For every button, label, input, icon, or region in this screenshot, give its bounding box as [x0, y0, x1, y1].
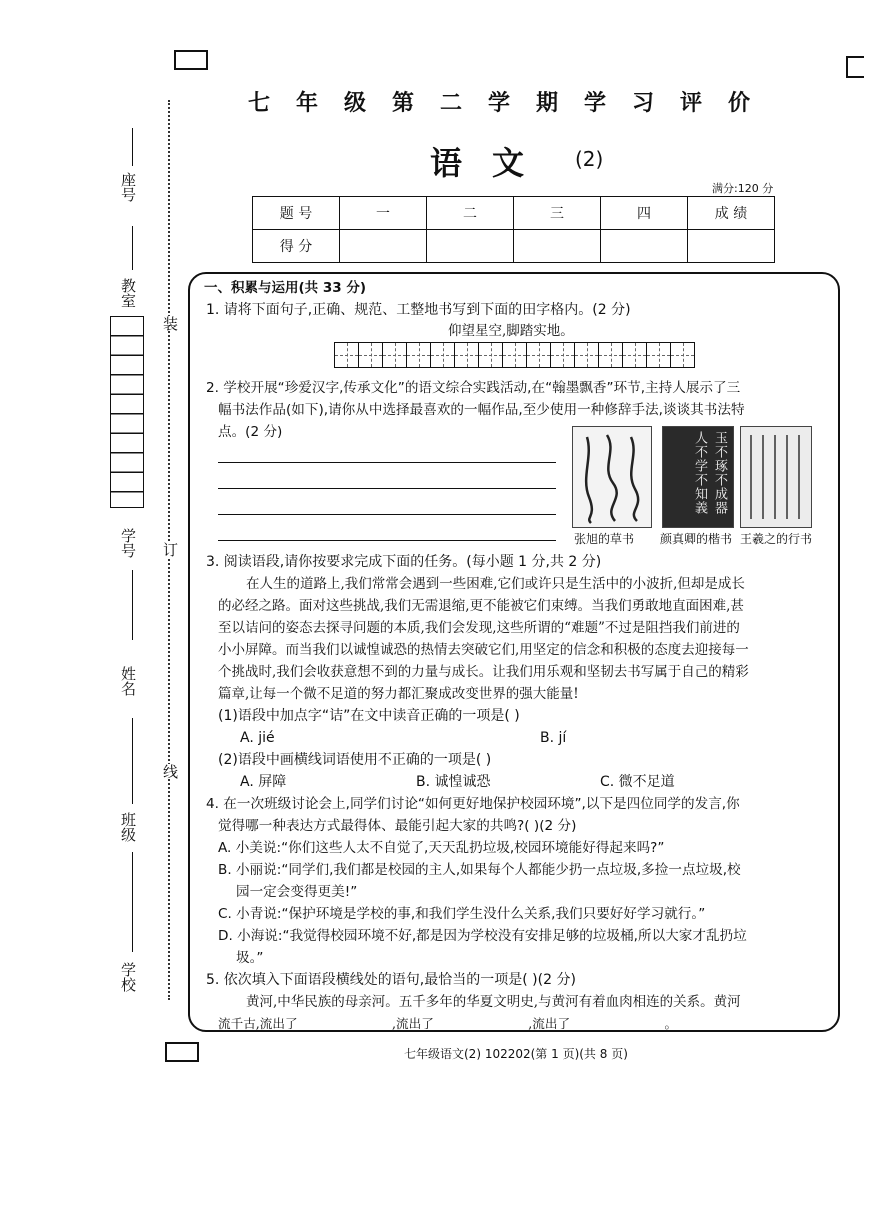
option-3-1-b[interactable]: B. jí [540, 730, 567, 746]
binding-mark-3: 线 [161, 764, 179, 779]
question-3-1: (1)语段中加点字“诘”在文中读音正确的一项是( ) [218, 708, 520, 724]
question-5-passage-line-1: 黄河,中华民族的母亲河。五千多年的华夏文明史,与黄河有着血肉相连的关系。黄河 [246, 994, 741, 1010]
answer-line[interactable] [218, 488, 556, 489]
grid-cell[interactable] [598, 342, 623, 368]
grid-cell[interactable] [646, 342, 671, 368]
grid-cell[interactable] [526, 342, 551, 368]
option-4-d-line-2: 圾。” [236, 950, 264, 966]
question-3-2: (2)语段中画横线词语使用不正确的一项是( ) [218, 752, 492, 768]
option-4-a[interactable]: A. 小美说:“你们这些人太不自觉了,天天乱扔垃圾,校园环境能好得起来吗?” [218, 840, 665, 856]
option-4-c[interactable]: C. 小青说:“保护环境是学校的事,和我们学生没什么关系,我们只要好好学习就行。” [218, 906, 706, 922]
score-header-cell: 一 [340, 197, 427, 230]
name-label: 姓名 [119, 666, 137, 696]
paper-number: (2) [575, 147, 604, 171]
subject-title: 语文 [430, 144, 555, 182]
grid-cell[interactable] [574, 342, 599, 368]
question-3: 3. 阅读语段,请你按要求完成下面的任务。(每小题 1 分,共 2 分) [206, 554, 602, 570]
score-header-cell: 二 [427, 197, 514, 230]
passage-line-5: 个挑战时,我们会收获意想不到的力量与成长。让我们用乐观和坚韧去书写属于自己的精彩 [218, 664, 749, 680]
option-3-1-a[interactable]: A. jié [240, 730, 275, 746]
score-cell[interactable] [601, 230, 688, 263]
passage-line-1: 在人生的道路上,我们常常会遇到一些困难,它们或许只是生活中的小波折,但却是成长 [246, 576, 745, 592]
question-4-line-2: 觉得哪一种表达方式最得体、最能引起大家的共鸣?( )(2 分) [218, 818, 577, 834]
passage-line-3: 至以诘问的姿态去探寻问题的本质,我们会发现,这些所谓的“难题”不过是阻挡我们前进的 [218, 620, 740, 636]
passage-line-4: 小小屏障。而当我们以诚惶诚恐的热情去突破它们,用坚定的信念和积极的态度去迎接每一 [218, 642, 749, 658]
passage-line-2: 的必经之路。面对这些挑战,我们无需退缩,更不能被它们束缚。当我们勇敢地直面困难,甚 [218, 598, 744, 614]
student-no-boxes[interactable] [110, 316, 144, 508]
grid-cell[interactable] [454, 342, 479, 368]
question-2-line-2: 幅书法作品(如下),请你从中选择最喜欢的一幅作品,至少使用一种修辞手法,谈谈其书法特 [218, 402, 745, 418]
grid-cell[interactable] [550, 342, 575, 368]
calligraphy-regular-image [662, 426, 734, 528]
score-table-score-row [253, 230, 775, 263]
score-header-cell: 四 [601, 197, 688, 230]
caption-regular: 颜真卿的楷书 [660, 532, 733, 546]
top-right-marker [846, 56, 864, 78]
page-footer: 七年级语文(2) 102202(第 1 页)(共 8 页) [404, 1047, 628, 1061]
answer-line[interactable] [218, 462, 556, 463]
answer-line[interactable] [218, 540, 556, 541]
calligraphy-cursive-image [572, 426, 652, 528]
score-header-cell: 题 号 [253, 197, 340, 230]
grid-cell[interactable] [358, 342, 383, 368]
grid-cell[interactable] [406, 342, 431, 368]
question-5: 5. 依次填入下面语段横线处的语句,最恰当的一项是( )(2 分) [206, 972, 576, 988]
passage-line-6: 篇章,让每一个微不足道的努力都汇聚成改变世界的强大能量! [218, 686, 579, 702]
school-label: 学校 [119, 962, 137, 992]
score-row-label: 得 分 [253, 230, 340, 263]
top-left-marker [174, 50, 208, 70]
question-4-line-1: 4. 在一次班级讨论会上,同学们讨论“如何更好地保护校园环境”,以下是四位同学的发言,你 [206, 796, 740, 812]
score-table [252, 196, 775, 263]
calligraphy-regular-text: 玉不琢不成器人不学不知義 [692, 431, 727, 515]
grid-cell[interactable] [478, 342, 503, 368]
question-2-line-1: 2. 学校开展“珍爱汉字,传承文化”的语文综合实践活动,在“翰墨飘香”环节,主持人展示了三 [206, 380, 741, 396]
answer-line[interactable] [218, 514, 556, 515]
bottom-left-marker [165, 1042, 199, 1062]
score-cell[interactable] [340, 230, 427, 263]
grid-cell[interactable] [670, 342, 695, 368]
exam-title: 七年级第二学期学习评价 [248, 91, 777, 116]
score-table-header-row [253, 197, 775, 230]
question-1-sentence: 仰望星空,脚踏实地。 [448, 323, 574, 339]
classroom-label: 教室 [119, 278, 137, 308]
question-5-passage-line-2: 流千古,流出了_______________,流出了_______________,流出了_______________。 [218, 1016, 678, 1031]
option-4-b-line-2: 园一定会变得更美!” [236, 884, 358, 900]
class-label: 班级 [119, 812, 137, 842]
student-no-label: 学号 [119, 528, 137, 558]
calligraphy-running-image [740, 426, 812, 528]
score-header-cell: 三 [514, 197, 601, 230]
option-4-b-line-1[interactable]: B. 小丽说:“同学们,我们都是校园的主人,如果每个人都能少扔一点垃圾,多捡一点垃圾,校 [218, 862, 741, 878]
tianzige-grid[interactable] [335, 342, 695, 368]
caption-running: 王羲之的行书 [740, 532, 813, 546]
full-mark: 满分:120 分 [712, 182, 774, 195]
option-4-d-line-1[interactable]: D. 小海说:“我觉得校园环境不好,都是因为学校没有安排足够的垃圾桶,所以大家才乱扔垃 [218, 928, 747, 944]
binding-mark-1: 装 [161, 316, 179, 331]
option-3-2-c[interactable]: C. 微不足道 [600, 774, 675, 790]
caption-cursive: 张旭的草书 [574, 532, 635, 546]
option-3-2-a[interactable]: A. 屏障 [240, 774, 287, 790]
grid-cell[interactable] [334, 342, 359, 368]
score-cell[interactable] [427, 230, 514, 263]
question-1: 1. 请将下面句子,正确、规范、工整地书写到下面的田字格内。(2 分) [206, 302, 631, 318]
seat-no-label: 座号 [119, 172, 137, 202]
grid-cell[interactable] [430, 342, 455, 368]
score-cell[interactable] [688, 230, 775, 263]
question-2-line-3: 点。(2 分) [218, 424, 283, 440]
grid-cell[interactable] [622, 342, 647, 368]
option-3-2-b[interactable]: B. 诚惶诚恐 [416, 774, 491, 790]
grid-cell[interactable] [382, 342, 407, 368]
section-1-heading: 一、积累与运用(共 33 分) [204, 280, 367, 296]
grid-cell[interactable] [502, 342, 527, 368]
binding-mark-2: 订 [161, 542, 179, 557]
score-cell[interactable] [514, 230, 601, 263]
score-header-cell: 成 绩 [688, 197, 775, 230]
